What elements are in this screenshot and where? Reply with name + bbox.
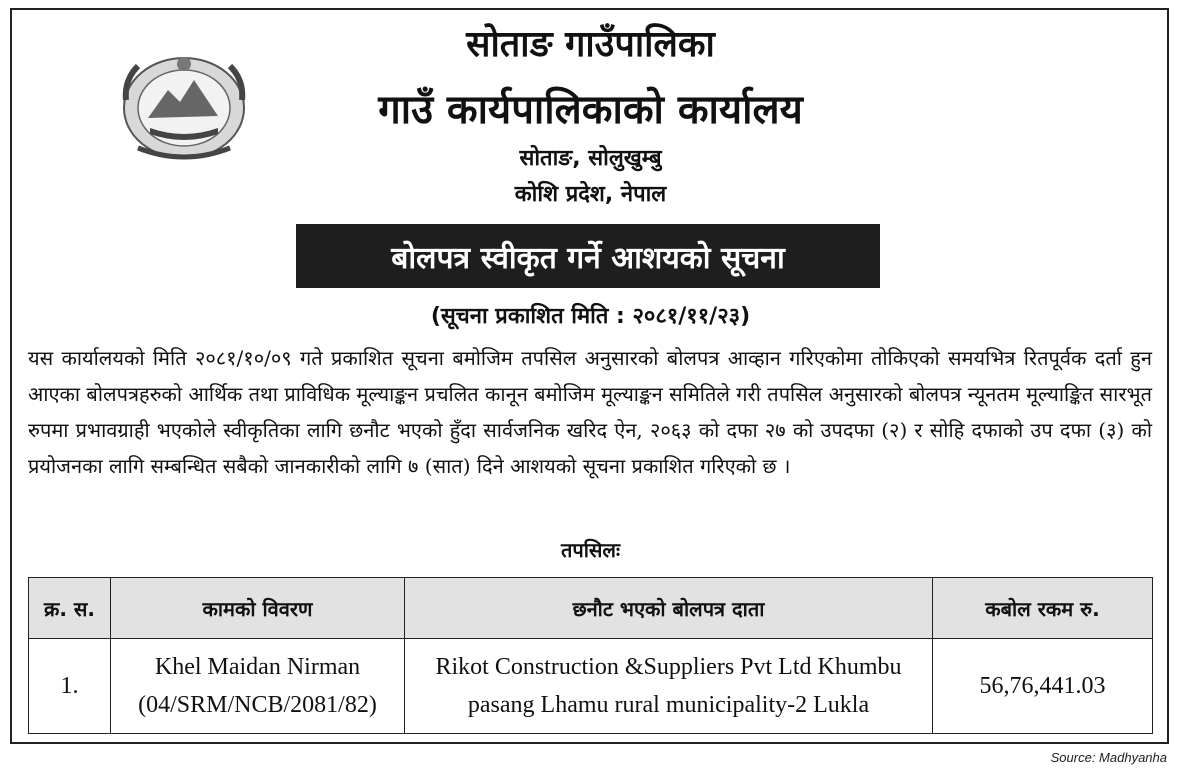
notice-body: यस कार्यालयको मिति २०८१/१०/०९ गते प्रकाशित सूचना बमोजिम तपसिल अनुसारको बोलपत्र आव्हान गरिएकोमा तोकिएको समयभित्र रितपूर्वक दर्ता हुन आएका बोलपत्रहरुको आर्थिक तथा प्राविधिक मूल्याङ्कन प्रचलित कानून बमोजिम मूल्याङ्कन समितिले गरी तपसिल अनुसारको बोलपत्र न्यूनतम मूल्याङ्कित सारभूत रुपमा प्रभावग्राही भएकोले स्वीकृतिका लागि छनौट भएको हुँदा सार्वजनिक खरिद ऐन, २०६३ को दफा २७ को उपदफा (२) र सोहि दफाको उप दफा (३) को प्रयोजनका लागि सम्बन्धित सबैको जानकारीको लागि ७ (सात) दिने आशयको सूचना प्रकाशित गरिएको छ । xyxy=(28,346,1152,478)
cell-bidder xyxy=(405,639,933,734)
work-code: (04/SRM/NCB/2081/82) xyxy=(138,692,377,718)
office-name: गाउँ कार्यपालिकाको कार्यालय xyxy=(378,87,803,133)
municipality-name: सोताङ गाउँपालिका xyxy=(466,24,715,65)
cell-amount: 56,76,441.03 xyxy=(933,639,1153,734)
published-date: (सूचना प्रकाशित मिति : २०८१/११/२३) xyxy=(430,304,751,329)
office-province: कोशि प्रदेश, नेपाल xyxy=(514,182,667,207)
col-header-work: कामको विवरण xyxy=(111,578,405,639)
notice-title-banner xyxy=(296,224,880,288)
bid-table xyxy=(28,577,1153,734)
bidder-address: pasang Lhamu rural municipality-2 Lukla xyxy=(467,692,870,718)
notice-title: बोलपत्र स्वीकृत गर्ने आशयको सूचना xyxy=(391,240,785,276)
source-credit: Source: Madhyanha xyxy=(1050,750,1167,765)
table-title: तपसिलः xyxy=(560,538,621,562)
work-name: Khel Maidan Nirman xyxy=(154,654,361,680)
bidder-name: Rikot Construction &Suppliers Pvt Ltd Khumbu xyxy=(435,654,902,680)
cell-work xyxy=(111,639,405,734)
col-header-amount: कबोल रकम रु. xyxy=(933,578,1153,639)
table-header-row xyxy=(29,578,1153,639)
cell-sn: 1. xyxy=(29,639,111,734)
office-location: सोताङ, सोलुखुम्बु xyxy=(519,146,662,171)
col-header-sn: क्र. स. xyxy=(29,578,111,639)
table-row xyxy=(29,639,1153,734)
col-header-bidder: छनौट भएको बोलपत्र दाता xyxy=(405,578,933,639)
